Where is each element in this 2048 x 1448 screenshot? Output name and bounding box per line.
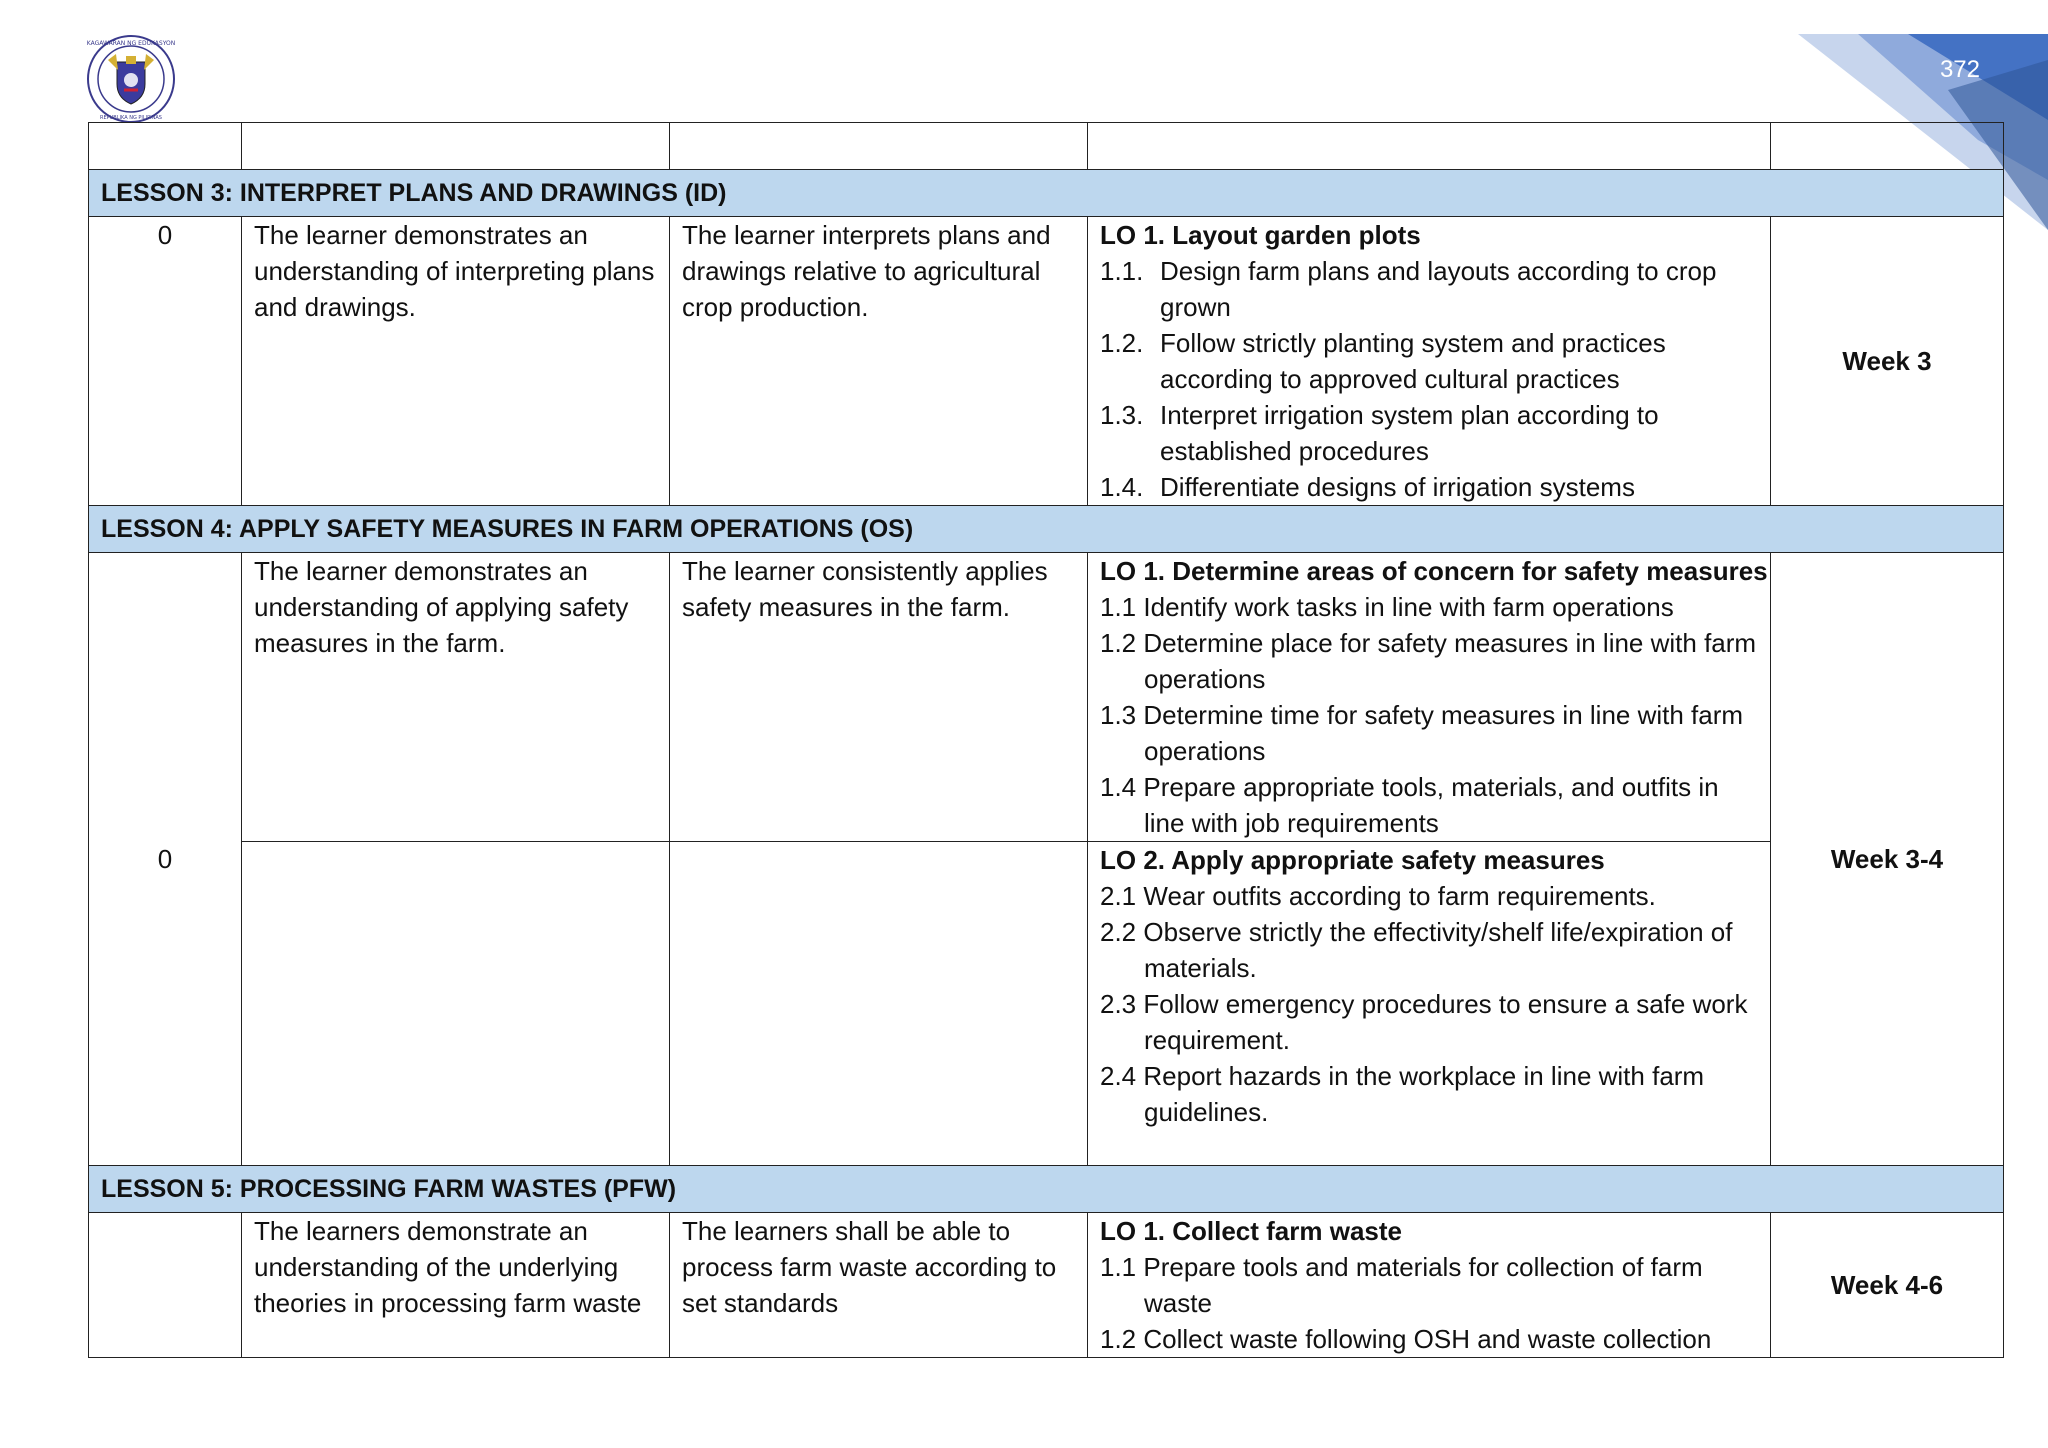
table-row xyxy=(89,217,2004,506)
deped-seal-logo xyxy=(86,34,176,124)
table-cell xyxy=(1088,123,1771,170)
list-item: 1.2. Follow strictly planting system and practices according to approved cultural practices xyxy=(1100,328,1666,394)
content-standard: The learner demonstrates an understanding of interpreting plans and drawings. xyxy=(242,217,670,506)
lesson-header-row xyxy=(89,170,2004,217)
table-cell xyxy=(670,123,1088,170)
learning-competencies xyxy=(1088,1213,1771,1358)
learning-competencies xyxy=(1088,553,1771,842)
lo-title: LO 1. Layout garden plots xyxy=(1100,220,1421,250)
list-item: 1.2 Determine place for safety measures in line with farm operations xyxy=(1100,628,1757,694)
lesson-header-row xyxy=(89,506,2004,553)
table-row xyxy=(89,123,2004,170)
svg-text:KAGAWARAN NG EDUKASYON: KAGAWARAN NG EDUKASYON xyxy=(86,40,176,47)
table-row xyxy=(89,553,2004,842)
list-item: 1.4 Prepare appropriate tools, materials, and outfits in line with job requirements xyxy=(1100,772,1719,838)
learning-competencies xyxy=(1088,217,1771,506)
lesson-title: LESSON 3: INTERPRET PLANS AND DRAWINGS (ID) xyxy=(89,170,2004,217)
list-item: 1.3 Determine time for safety measures in line with farm operations xyxy=(1100,700,1744,766)
content-standard xyxy=(242,842,670,1166)
list-item: 2.2 Observe strictly the effectivity/shelf life/expiration of materials. xyxy=(1100,917,1733,983)
content-standard: The learner demonstrates an understanding of applying safety measures in the farm. xyxy=(242,553,670,842)
performance-standard: The learners shall be able to process farm waste according to set standards xyxy=(670,1213,1088,1358)
week-label: Week 3-4 xyxy=(1771,553,2004,1166)
table-cell xyxy=(1771,123,2004,170)
week-label: Week 3 xyxy=(1771,217,2004,506)
quarter-number: 0 xyxy=(89,553,242,1166)
learning-competencies xyxy=(1088,842,1771,1166)
quarter-number xyxy=(89,1213,242,1358)
svg-text:REPUBLIKA NG PILIPINAS: REPUBLIKA NG PILIPINAS xyxy=(100,115,162,121)
performance-standard: The learner interprets plans and drawings relative to agricultural crop production. xyxy=(670,217,1088,506)
lo-title: LO 2. Apply appropriate safety measures xyxy=(1100,845,1605,875)
curriculum-table xyxy=(88,122,2004,1358)
list-item: 1.3. Interpret irrigation system plan according to established procedures xyxy=(1100,400,1659,466)
list-item: 1.1. Design farm plans and layouts according to crop grown xyxy=(1100,256,1717,322)
content-standard: The learners demonstrate an understanding of the underlying theories in processing farm waste xyxy=(242,1213,670,1358)
lesson-header-row xyxy=(89,1166,2004,1213)
table-cell xyxy=(242,123,670,170)
list-item: 1.1 Identify work tasks in line with farm operations xyxy=(1100,592,1674,622)
page-number: 372 xyxy=(1939,56,1980,83)
table-row xyxy=(89,1213,2004,1358)
performance-standard xyxy=(670,842,1088,1166)
lesson-title: LESSON 4: APPLY SAFETY MEASURES IN FARM OPERATIONS (OS) xyxy=(89,506,2004,553)
lo-title: LO 1. Determine areas of concern for safety measures xyxy=(1100,556,1768,586)
week-label: Week 4-6 xyxy=(1771,1213,2004,1358)
list-item: 2.1 Wear outfits according to farm requirements. xyxy=(1100,881,1656,911)
table-row xyxy=(89,842,2004,1166)
performance-standard: The learner consistently applies safety measures in the farm. xyxy=(670,553,1088,842)
list-item: 1.4. Differentiate designs of irrigation systems xyxy=(1100,472,1635,502)
quarter-number: 0 xyxy=(89,217,242,506)
list-item: 2.3 Follow emergency procedures to ensure a safe work requirement. xyxy=(1100,989,1748,1055)
list-item: 1.1 Prepare tools and materials for collection of farm waste xyxy=(1100,1252,1703,1318)
lo-title: LO 1. Collect farm waste xyxy=(1100,1216,1402,1246)
lesson-title: LESSON 5: PROCESSING FARM WASTES (PFW) xyxy=(89,1166,2004,1213)
table-cell xyxy=(89,123,242,170)
list-item: 2.4 Report hazards in the workplace in line with farm guidelines. xyxy=(1100,1061,1705,1127)
list-item: 1.2 Collect waste following OSH and waste collection xyxy=(1100,1324,1712,1354)
